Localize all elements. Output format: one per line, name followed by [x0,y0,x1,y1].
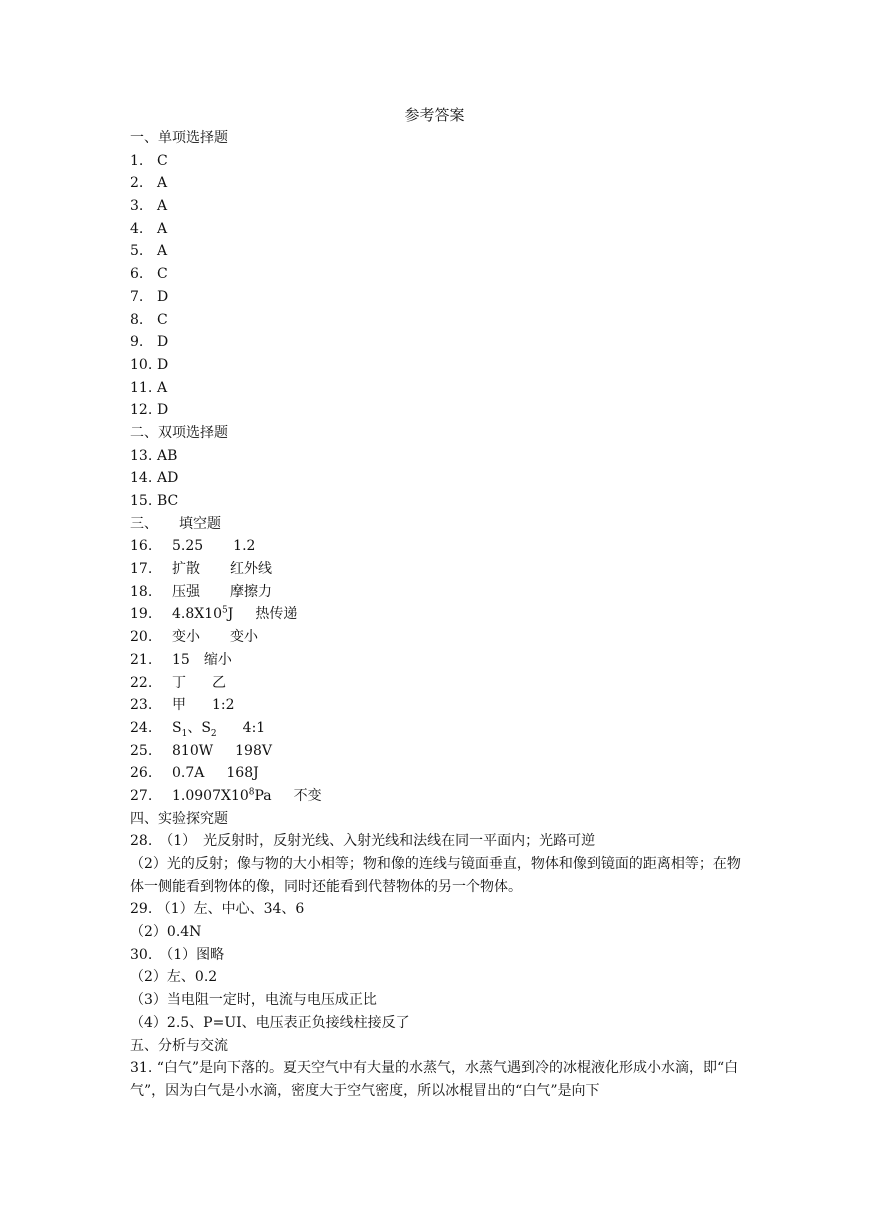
list-item: 5. A [130,243,168,260]
list-item: 15. BC [130,493,179,509]
q29-part2: （2）0.4N [130,924,202,941]
list-item: 2. A [130,175,168,192]
list-item: 11. A [130,379,168,396]
list-item: 8. C [130,311,168,328]
list-item: 6. C [130,266,168,283]
list-item: 20. 变小 变小 [130,629,258,646]
section-heading-experiment: 四、实验探究题 [130,810,228,827]
list-item: 18. 压强 摩擦力 [130,583,272,600]
list-item: 23. 甲 1:2 [130,697,235,714]
q31-answer: 31. “白气”是向下落的。夏天空气中有大量的水蒸气，水蒸气遇到冷的冰棍液化形成小水滴，即“白气”，因为白气是小水滴，密度大于空气密度，所以冰棍冒出的“白气”是向下 [130,1060,739,1099]
list-item: 7. D [130,288,169,305]
list-item: 9. D [130,334,169,351]
list-item: 10. D [130,356,169,373]
section-heading-analysis: 五、分析与交流 [130,1037,228,1054]
list-item: 12. D [130,402,169,419]
list-item: 22. 丁 乙 [130,674,226,691]
list-item: 26. 0.7A 168J [130,765,259,782]
list-item: 14. AD [130,470,179,487]
section-heading-single-choice: 一、单项选择题 [130,130,228,146]
list-item: 3. A [130,198,168,215]
list-item: 24. $S_1$、$S_2$ 4:1 [130,719,266,739]
list-item: 21. 15 缩小 [130,651,232,668]
page-title: 参考答案 [404,106,465,124]
section-heading-fill-blank: 三、 填空题 [130,515,221,532]
q28-part1: 28. （1） 光反射时，反射光线、入射光线和法线在同一平面内；光路可逆 [130,833,596,850]
list-item: 25. 810W 198V [130,742,272,759]
double-choice-list [130,445,742,513]
single-choice-list [130,150,742,422]
list-item: 27. $1.0907X10^8Pa$ 不变 [130,787,322,804]
q30-part1: 30. （1）图略 [130,946,225,963]
list-item: 17. 扩散 红外线 [130,561,272,578]
list-item: 13. AB [130,447,178,464]
list-item: 4. A [130,220,168,237]
fill-blank-list [130,535,742,807]
answer-content [130,127,742,1103]
q29-part1: 29. （1）左、中心、34、6 [130,901,305,918]
section-heading-double-choice: 二、双项选择题 [130,424,228,441]
q30-part3: （3）当电阻一定时，电流与电压成正比 [130,992,377,1009]
q28-part2: （2）光的反射；像与物的大小相等；物和像的连线与镜面垂直，物体和像到镜面的距离相等；在物体一侧能看到物体的像，同时还能看到代替物体的另一个物体。 [130,856,741,895]
list-item: 16. 5.25 1.2 [130,538,256,555]
list-item: 19. $4.8X10^5J$ 热传递 [130,605,298,623]
q30-part2: （2）左、0.2 [130,969,218,986]
q30-part4: （4）2.5、P=UI、电压表正负接线柱接反了 [130,1014,410,1031]
list-item: 1. C [130,152,168,169]
